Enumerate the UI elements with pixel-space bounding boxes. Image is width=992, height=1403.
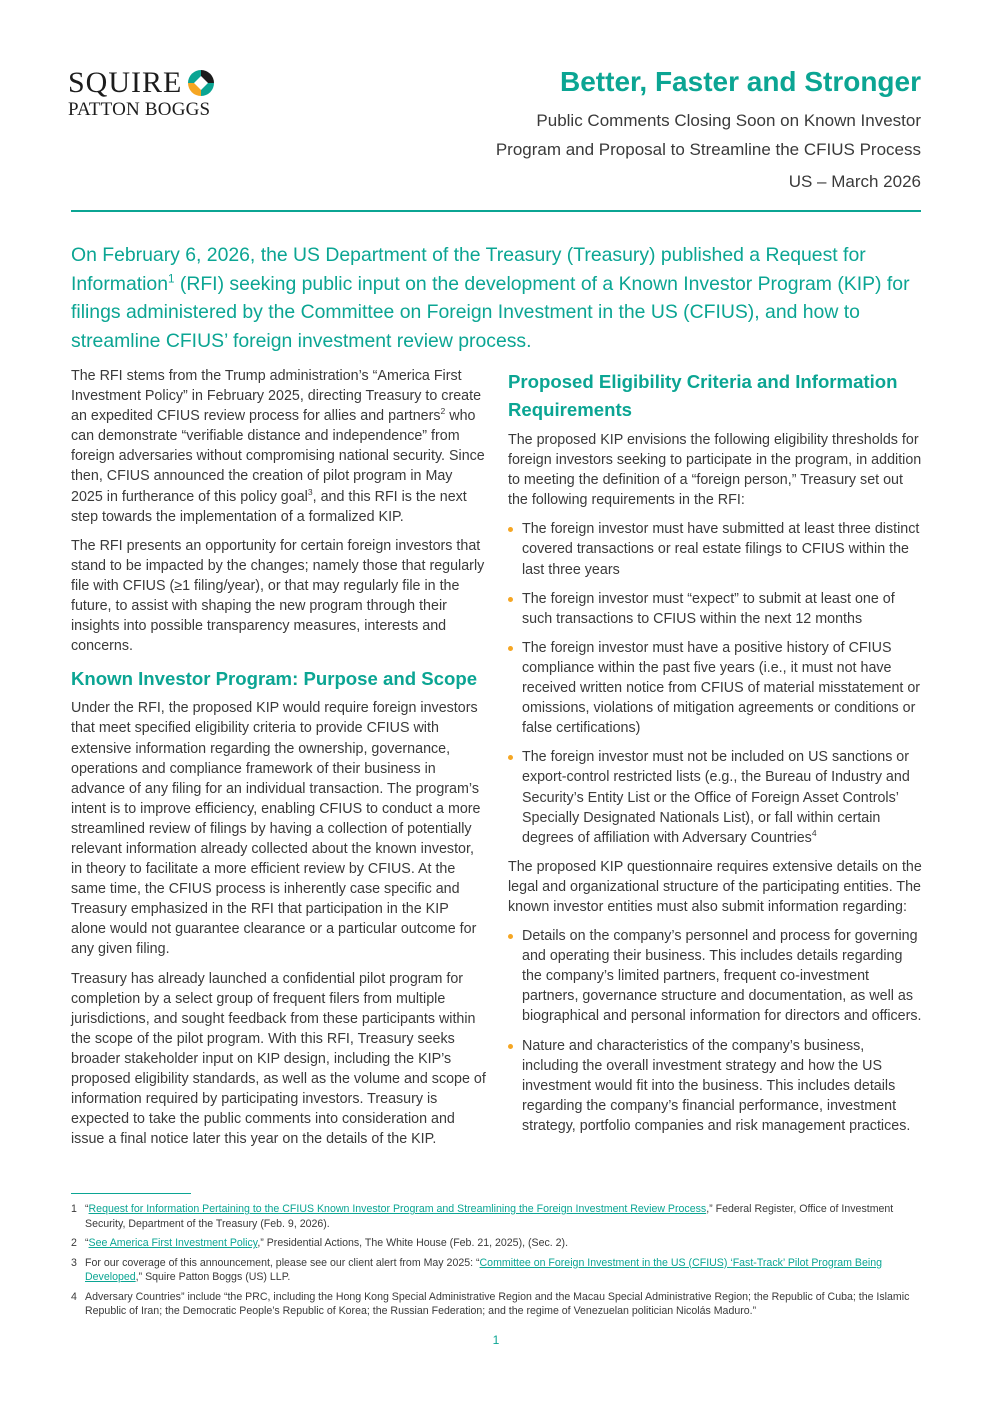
list-item: The foreign investor must have submitted at least three distinct covered transactions or real estate filings to CFIUS within the last three years [508, 519, 923, 579]
footnote-3 [71, 1256, 923, 1285]
footnote-post: ,” Presidential Actions, The White House (Feb. 21, 2025), (Sec. 2). [257, 1237, 569, 1249]
footnote-text [85, 1256, 923, 1285]
document-header [361, 64, 921, 194]
footnote-text [85, 1202, 923, 1231]
footnote-ref-4[interactable]: 4 [811, 827, 817, 838]
footnote-post: ,” Squire Patton Boggs (US) LLP. [135, 1271, 291, 1283]
left-p1-text-c: , and this RFI is the next step towards the implementation of a formalized KIP. [71, 488, 467, 525]
footnote-divider [71, 1193, 191, 1194]
footnote-ref-3[interactable]: 3 [307, 486, 313, 497]
section-heading-purpose-scope: Known Investor Program: Purpose and Scope [71, 668, 478, 690]
list-item: The foreign investor must “expect” to submit at least one of such transactions to CFIUS within the next 12 months [508, 589, 923, 629]
left-p1-text-a: The RFI stems from the Trump administration’s “America First Investment Policy” in February 2025, directing Treasury to create an expedited CFIUS review process for allies and partners [71, 368, 482, 425]
footnote-number: 4 [71, 1290, 77, 1303]
left-paragraph-2: The RFI presents an opportunity for certain foreign investors that stand to be impacted by the changes; namely those that regularly file with CFIUS (≥1 filing/year), or that may regularly file in the future, to assist with shaping the new program through their insights into possible transparency measures, interests and concerns. [71, 537, 485, 655]
right-column [508, 368, 923, 1145]
footnote-link[interactable]: See America First Investment Policy [88, 1237, 258, 1249]
list-item [508, 747, 923, 847]
footnote-pre: “ [85, 1203, 89, 1215]
footnote-pre: “ [85, 1237, 89, 1249]
footnote-1 [71, 1202, 923, 1231]
footnote-number: 2 [71, 1237, 77, 1249]
document-date: US – March 2026 [788, 172, 921, 191]
footnote-2 [71, 1236, 923, 1251]
footnote-post: ,” Federal Register, Office of Investment Security, Department of the Treasury (Feb. 9, 2026). [85, 1203, 894, 1230]
footnote-text [85, 1236, 923, 1251]
footnote-pre: For our coverage of this announcement, please see our client alert from May 2025: “ [85, 1256, 480, 1269]
subtitle-line-2: Program and Proposal to Streamline the CFIUS Process [495, 140, 921, 159]
brand-line2: PATTON BOGGS [68, 99, 211, 120]
footnote-number: 1 [71, 1203, 77, 1215]
eligibility-list [508, 519, 923, 847]
brand-line1: SQUIRE [68, 66, 183, 99]
brand-mark-icon [186, 68, 216, 98]
document-title: Better, Faster and Stronger [560, 66, 921, 97]
list-item: Details on the company’s personnel and process for governing and operating their business. This includes details regarding the company’s limited partners, frequent co-investment partners, governance structure and documentation, as well as biographical and personal information for directors and officers. [508, 926, 923, 1026]
intro-text-b: (RFI) seeking public input on the development of a Known Investor Program (KIP) for filings administered by the Committee on Foreign Investment in the US (CFIUS), and how to streamline CFIUS’ foreign investment review process. [71, 272, 910, 352]
right-paragraph-1: The proposed KIP envisions the following eligibility thresholds for foreign investors seeking to participate in the program, in addition to meeting the definition of a “foreign person,” Treasury set out the following requirements in the RFI: [508, 432, 922, 509]
list-item-text: The foreign investor must not be included on US sanctions or export-control restricted lists (e.g., the Bureau of Industry and Security’s Entity List or the Office of Foreign Asset Controls’ Specially Designated Nationals List), or fall within certain degrees of affiliation with Adversary Countries [522, 749, 910, 846]
footnote-number: 3 [71, 1256, 77, 1269]
list-item: Nature and characteristics of the company’s business, including the overall investment strategy and how the US investment would fit into the business. This includes details regarding the company’s financial performance, investment strategy, portfolio companies and risk management practices. [508, 1036, 923, 1136]
brand-logo [68, 68, 268, 128]
right-paragraph-2: The proposed KIP questionnaire requires extensive details on the legal and organizational structure of the participating entities. The known investor entities must also submit information regarding: [508, 858, 922, 915]
left-paragraph-3: Under the RFI, the proposed KIP would require foreign investors that meet specified eligibility criteria to provide CFIUS with extensive information regarding the ownership, governance, operations and compliance framework of their business in advance of any filing for an individual transaction. The program’s intent is to improve efficiency, enabling CFIUS to conduct a more streamlined review of filings by having a collection of potentially relevant information already collected about the known investor, in theory to facilitate a more efficient review by CFIUS. At the same time, the CFIUS process is inherently case specific and Treasury emphasized in the RFI that participation in the KIP alone would not guarantee clearance or a particular outcome for any given filing. [71, 700, 481, 958]
footnote-text: Adversary Countries” include “the PRC, including the Hong Kong Special Administrative Region and the Macau Special Administrative Region; the Republic of Cuba; the Islamic Republic of Iran; the Democratic People’s Republic of Korea; the Russian Federation; and the regime of Venezuelan politician Nicolás Maduro.” [85, 1290, 910, 1317]
brand-line1-row [68, 68, 268, 98]
intro-paragraph [71, 241, 926, 355]
footnote-link[interactable]: Committee on Foreign Investment in the US (CFIUS) ‘Fast-Track’ Pilot Program Being Developed [85, 1256, 883, 1283]
section-heading-eligibility: Proposed Eligibility Criteria and Information Requirements [508, 371, 898, 420]
footnotes [71, 1202, 923, 1324]
footnote-ref-2[interactable]: 2 [440, 406, 446, 417]
footnote-link[interactable]: Request for Information Pertaining to the CFIUS Known Investor Program and Streamlining the Foreign Investment Review Process [88, 1203, 707, 1215]
header-divider [71, 210, 921, 212]
document-subtitle [361, 106, 921, 164]
footnote-4 [71, 1290, 923, 1319]
intro-text-a: On February 6, 2026, the US Department of the Treasury (Treasury) published a Request for Information [71, 244, 866, 295]
information-list [508, 926, 923, 1136]
list-item: The foreign investor must have a positive history of CFIUS compliance within the past five years (i.e., it must not have received written notice from CFIUS of material misstatement or omissions, violations of mitigation agreements or conditions or false certifications) [508, 638, 923, 738]
footnote-ref-1[interactable]: 1 [168, 272, 175, 286]
left-p1-text-b: who can demonstrate “verifiable distance and independence” from foreign adversaries without compromising national security. Since then, CFIUS announced the creation of pilot program in May 2025 in furtherance of this policy goal [71, 408, 485, 505]
left-paragraph-4: Treasury has already launched a confidential pilot program for completion by a select group of frequent filers from multiple jurisdictions, and sought feedback from these participants within the scope of the pilot program. With this RFI, Treasury seeks broader stakeholder input on KIP design, including the KIP’s proposed eligibility standards, as well as the volume and scope of information required by participating investors. Treasury is expected to take the public comments into consideration and issue a final notice later this year on the details of the KIP. [71, 970, 486, 1148]
left-paragraph-1 [71, 366, 487, 527]
left-column [71, 366, 487, 1158]
subtitle-line-1: Public Comments Closing Soon on Known Investor [536, 111, 921, 130]
page-number: 1 [492, 1333, 500, 1347]
